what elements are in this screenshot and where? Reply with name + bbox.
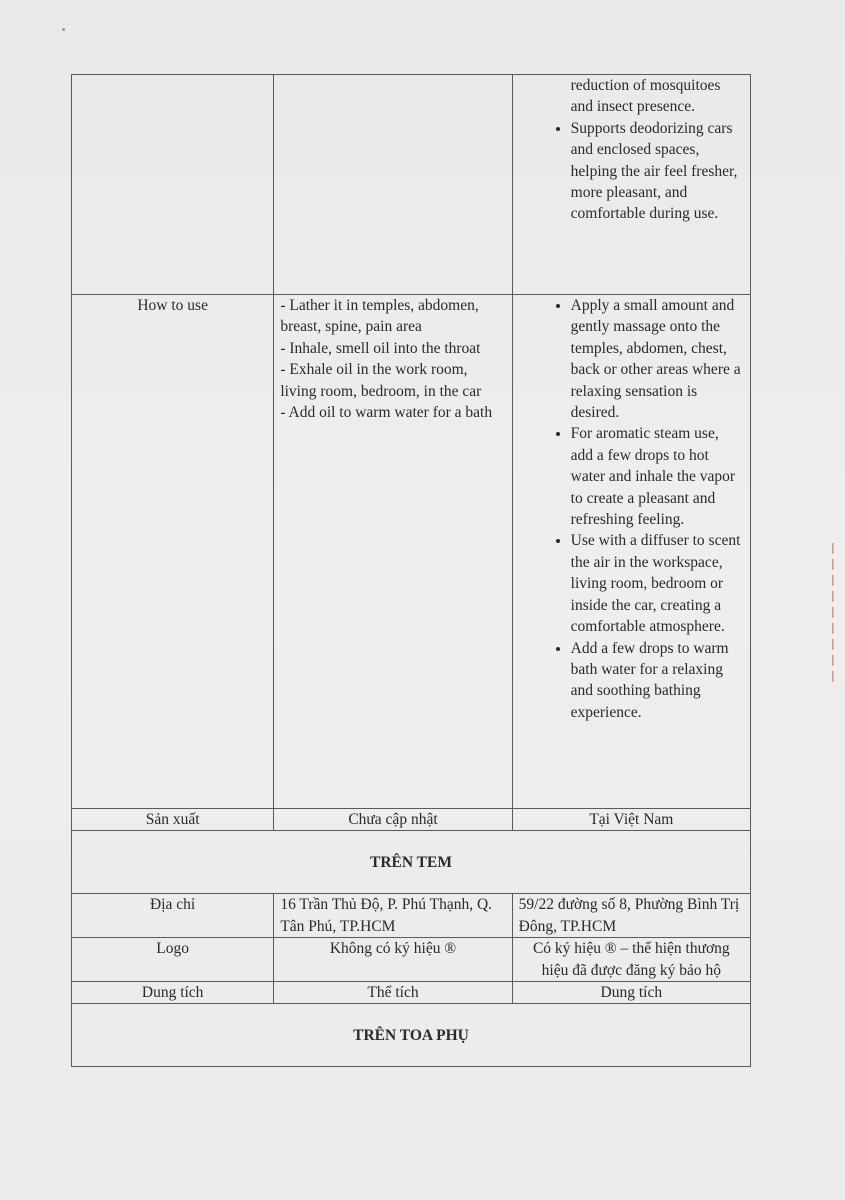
table-row-logo [72,938,751,982]
cell-empty-label [72,75,274,295]
label-logo: Logo [72,938,274,982]
benefit-bullet: • Supports deodorizing cars and enclosed spaces, helping the air feel fresher, more pleasant, and comfortable during use. [571,118,744,225]
cell-how-to-use-old [274,295,512,809]
usage-line: - Lather it in temples, abdomen, breast, spine, pain area [280,297,479,336]
benefit-continued-text: reduction of mosquitoes and insect presence. [570,77,721,116]
cell-san-xuat-old: Chưa cập nhật [274,809,512,831]
cell-dung-tich-new: Dung tích [512,982,750,1004]
section-heading-toa-phu: TRÊN TOA PHỤ [72,1004,751,1067]
table-row-san-xuat [72,809,751,831]
paper-speck [62,28,65,31]
usage-line: - Exhale oil in the work room, living room, bedroom, in the car [280,361,482,400]
cell-logo-new: Có ký hiệu ® – thể hiện thương hiệu đã được đăng ký bảo hộ [512,938,750,982]
cell-empty-old [274,75,512,295]
table-row-section-toa-phu [72,1004,751,1067]
cell-benefits-new [512,75,750,295]
usage-line: - Inhale, smell oil into the throat [280,339,481,357]
cell-logo-old: Không có ký hiệu ® [274,938,512,982]
usage-bullet: • Apply a small amount and gently massage onto the temples, abdomen, chest, back or other areas where a relaxing sensation is desired. [571,295,744,423]
table-row-how-to-use [72,295,751,809]
cell-dia-chi-new: 59/22 đường số 8, Phường Bình Trị Đông, TP.HCM [512,894,750,938]
red-stamp-mark: | | | | | | | | | [831,541,835,682]
cell-san-xuat-new: Tại Việt Nam [512,809,750,831]
label-san-xuat: Sản xuất [72,809,274,831]
table-row-benefits-continued [72,75,751,295]
table-row-section-tem [72,831,751,894]
section-heading-tem: TRÊN TEM [72,831,751,894]
usage-bullet: • Use with a diffuser to scent the air in the workspace, living room, bedroom or inside the car, creating a comfortable atmosphere. [571,530,744,637]
usage-line: - Add oil to warm water for a bath [280,404,493,422]
label-dia-chi: Địa chỉ [72,894,274,938]
cell-how-to-use-new [512,295,750,809]
table-row-dung-tich [72,982,751,1004]
comparison-table [71,74,751,1067]
cell-dia-chi-old: 16 Trần Thủ Độ, P. Phú Thạnh, Q. Tân Phú, TP.HCM [274,894,512,938]
table-row-dia-chi [72,894,751,938]
label-dung-tich: Dung tích [72,982,274,1004]
usage-bullet: • For aromatic steam use, add a few drops to hot water and inhale the vapor to create a pleasant and refreshing feeling. [571,423,744,530]
cell-dung-tich-old: Thể tích [274,982,512,1004]
usage-bullet: • Add a few drops to warm bath water for a relaxing and soothing bathing experience. [571,638,744,724]
label-how-to-use: How to use [72,295,274,809]
